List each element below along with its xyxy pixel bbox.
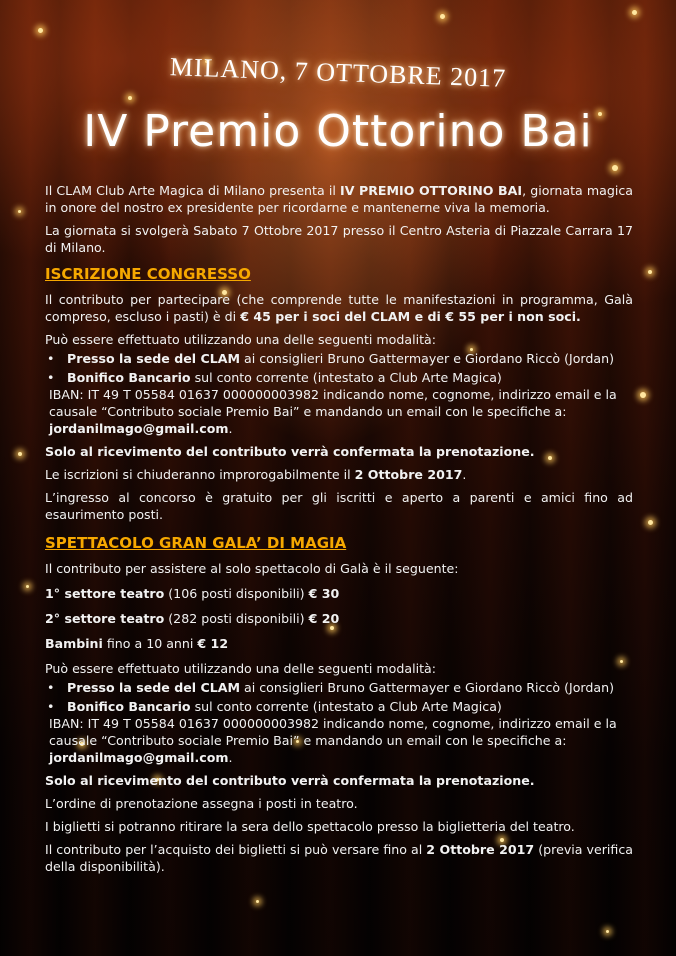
method-detail: sul conto corrente (intestato a Club Arte Magica) (190, 370, 502, 385)
registration-fee (45, 291, 633, 325)
price-label: Bambini (45, 636, 103, 651)
seat-order-info: L’ordine di prenotazione assegna i posti in teatro. (45, 796, 358, 811)
iban-details (49, 715, 633, 766)
ticket-pickup-info: I biglietti si potranno ritirare la sera dello spettacolo presso la biglietteria del teatro. (45, 819, 575, 834)
confirmation-text: Solo al ricevimento del contributo verrà confermata la prenotazione. (45, 773, 535, 788)
payment-methods-list (45, 350, 633, 386)
contact-email-link[interactable]: jordanilmago@gmail.com (49, 750, 229, 765)
confirmation-note (45, 443, 633, 460)
payment-methods-list (45, 679, 633, 715)
sparkle (128, 96, 132, 100)
deadline-date: 2 Ottobre 2017 (426, 842, 535, 857)
iban-text: IBAN: IT 49 T 05584 01637 000000003982 indicando nome, cognome, indirizzo email e la causale “Contributo sociale Premio Bai” e mandando un email con le specifiche a: (49, 387, 617, 419)
sparkle (256, 900, 259, 903)
price-row-sector-2 (45, 610, 633, 627)
sparkle (612, 165, 618, 171)
sparkle (26, 585, 29, 588)
iban-text: IBAN: IT 49 T 05584 01637 000000003982 indicando nome, cognome, indirizzo email e la causale “Contributo sociale Premio Bai” e mandando un email con le specifiche a: (49, 716, 617, 748)
sparkle (640, 392, 646, 398)
method-detail: ai consiglieri Bruno Gattermayer e Giordano Riccò (Jordan) (240, 351, 614, 366)
sparkle (18, 452, 22, 456)
event-date-heading: MILANO, 7 OTTOBRE 2017 (169, 52, 507, 93)
list-item (45, 698, 633, 715)
method-label: Presso la sede del CLAM (67, 351, 240, 366)
contact-email-link[interactable]: jordanilmago@gmail.com (49, 421, 229, 436)
section-heading-gala: SPETTACOLO GRAN GALA’ DI MAGIA (45, 534, 347, 552)
sparkle (38, 28, 43, 33)
punctuation: . (228, 750, 233, 765)
intro-text: Il CLAM Club Arte Magica di Milano presenta il (45, 183, 341, 198)
price-detail: (282 posti disponibili) (164, 611, 309, 626)
sparkle (648, 270, 652, 274)
flyer-body (45, 182, 633, 881)
deadline-text: Le iscrizioni si chiuderanno improrogabilmente il (45, 467, 355, 482)
method-detail: sul conto corrente (intestato a Club Arte Magica) (190, 699, 502, 714)
sparkle (648, 520, 653, 525)
price-detail: (106 posti disponibili) (164, 586, 309, 601)
method-label: Presso la sede del CLAM (67, 680, 240, 695)
deadline-date: 2 Ottobre 2017 (354, 467, 463, 482)
payment-methods-intro: Può essere effettuato utilizzando una delle seguenti modalità: (45, 332, 436, 347)
confirmation-note (45, 772, 633, 789)
method-detail: ai consiglieri Bruno Gattermayer e Giordano Riccò (Jordan) (240, 680, 614, 695)
venue-paragraph: La giornata si svolgerà Sabato 7 Ottobre 2017 presso il Centro Asteria di Piazzale Carrara 17 di Milano. (45, 223, 633, 255)
sparkle (440, 14, 445, 19)
sparkle (632, 10, 637, 15)
intro-text-end: , giornata magica in onore del nostro ex presidente per ricordarne e mantenerne viva la memoria. (45, 183, 634, 215)
sparkle (606, 930, 609, 933)
fee-text: Il contributo per partecipare (che comprende tutte le manifestazioni in programma, Galà compreso, escluso i pasti) è di (45, 292, 633, 324)
event-name-bold: IV PREMIO OTTORINO BAI (340, 183, 523, 198)
price-value: € 20 (308, 611, 340, 626)
intro-paragraph (45, 182, 633, 216)
price-row-sector-1 (45, 585, 633, 602)
price-label: 1° settore teatro (45, 586, 165, 601)
list-item (45, 679, 633, 696)
registration-deadline (45, 466, 633, 483)
event-title: IV Premio Ottorino Bai (83, 106, 593, 157)
fee-amounts: € 45 per i soci del CLAM e di € 55 per i non soci. (240, 309, 581, 324)
deadline-note: (previa verifica della disponibilità). (45, 842, 634, 874)
price-label: 2° settore teatro (45, 611, 165, 626)
price-value: € 12 (197, 636, 229, 651)
price-value: € 30 (308, 586, 340, 601)
list-item (45, 350, 633, 367)
ticket-payment-deadline (45, 841, 633, 875)
payment-methods-intro: Può essere effettuato utilizzando una delle seguenti modalità: (45, 661, 436, 676)
deadline-text: Il contributo per l’acquisto dei biglietti si può versare fino al (45, 842, 427, 857)
list-item (45, 369, 633, 386)
sparkle (18, 210, 21, 213)
punctuation: . (228, 421, 233, 436)
price-row-children (45, 635, 633, 652)
iban-details (49, 386, 633, 437)
method-label: Bonifico Bancario (67, 699, 191, 714)
confirmation-text: Solo al ricevimento del contributo verrà confermata la prenotazione. (45, 444, 535, 459)
punctuation: . (462, 467, 467, 482)
entry-info: L’ingresso al concorso è gratuito per gli iscritti e aperto a parenti e amici fino ad esaurimento posti. (45, 490, 633, 522)
method-label: Bonifico Bancario (67, 370, 191, 385)
section-heading-iscrizione: ISCRIZIONE CONGRESSO (45, 265, 251, 283)
price-detail: fino a 10 anni (102, 636, 198, 651)
gala-intro: Il contributo per assistere al solo spettacolo di Galà è il seguente: (45, 561, 459, 576)
